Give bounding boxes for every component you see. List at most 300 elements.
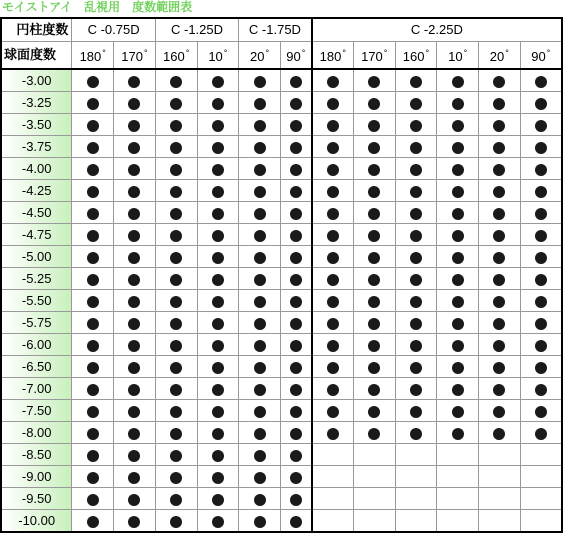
availability-cell — [437, 466, 479, 488]
available-dot-icon — [87, 472, 99, 484]
available-dot-icon — [493, 208, 505, 220]
availability-cell — [72, 466, 114, 488]
availability-cell — [353, 422, 395, 444]
availability-cell — [437, 488, 479, 510]
availability-cell — [72, 180, 114, 202]
available-dot-icon — [493, 98, 505, 110]
available-dot-icon — [535, 318, 547, 330]
availability-cell — [280, 69, 311, 92]
availability-cell — [520, 422, 562, 444]
available-dot-icon — [410, 384, 422, 396]
availability-cell — [197, 444, 239, 466]
availability-cell — [114, 356, 156, 378]
availability-cell — [239, 224, 281, 246]
sph-power-cell: -5.50 — [1, 290, 72, 312]
availability-cell — [478, 202, 520, 224]
availability-cell — [239, 69, 281, 92]
available-dot-icon — [212, 450, 224, 462]
available-dot-icon — [368, 362, 380, 374]
available-dot-icon — [368, 164, 380, 176]
table-row — [1, 202, 562, 224]
availability-cell — [114, 114, 156, 136]
availability-cell — [395, 400, 437, 422]
available-dot-icon — [493, 318, 505, 330]
cyl-group-header: C -1.75D — [239, 18, 312, 42]
available-dot-icon — [254, 494, 266, 506]
table-row — [1, 268, 562, 290]
availability-cell — [395, 510, 437, 533]
available-dot-icon — [410, 120, 422, 132]
available-dot-icon — [410, 186, 422, 198]
available-dot-icon — [493, 340, 505, 352]
availability-cell — [280, 268, 311, 290]
available-dot-icon — [327, 384, 339, 396]
available-dot-icon — [327, 230, 339, 242]
available-dot-icon — [212, 120, 224, 132]
availability-cell — [478, 444, 520, 466]
available-dot-icon — [368, 120, 380, 132]
available-dot-icon — [170, 296, 182, 308]
availability-cell — [72, 92, 114, 114]
sph-power-cell: -7.00 — [1, 378, 72, 400]
availability-cell — [239, 290, 281, 312]
availability-cell — [312, 422, 354, 444]
availability-cell — [72, 488, 114, 510]
axis-value: 20 — [250, 49, 265, 64]
available-dot-icon — [128, 450, 140, 462]
available-dot-icon — [212, 494, 224, 506]
availability-cell — [395, 488, 437, 510]
availability-cell — [437, 92, 479, 114]
availability-cell — [114, 466, 156, 488]
available-dot-icon — [535, 274, 547, 286]
availability-cell — [478, 466, 520, 488]
availability-cell — [155, 202, 197, 224]
availability-cell — [437, 356, 479, 378]
availability-cell — [239, 510, 281, 533]
available-dot-icon — [452, 208, 464, 220]
availability-cell — [197, 246, 239, 268]
degree-mark: ° — [505, 48, 509, 58]
axis-value: 90 — [286, 49, 301, 64]
availability-cell — [280, 400, 311, 422]
available-dot-icon — [254, 472, 266, 484]
availability-cell — [72, 246, 114, 268]
available-dot-icon — [170, 450, 182, 462]
available-dot-icon — [87, 230, 99, 242]
available-dot-icon — [290, 340, 302, 352]
sph-power-cell: -4.00 — [1, 158, 72, 180]
available-dot-icon — [535, 428, 547, 440]
available-dot-icon — [290, 186, 302, 198]
axis-value: 170 — [361, 49, 383, 64]
availability-cell — [312, 378, 354, 400]
available-dot-icon — [290, 362, 302, 374]
available-dot-icon — [452, 340, 464, 352]
availability-cell — [72, 290, 114, 312]
availability-cell — [520, 92, 562, 114]
availability-cell — [197, 224, 239, 246]
availability-cell — [437, 510, 479, 533]
available-dot-icon — [327, 120, 339, 132]
available-dot-icon — [452, 406, 464, 418]
available-dot-icon — [290, 428, 302, 440]
available-dot-icon — [128, 274, 140, 286]
availability-cell — [395, 69, 437, 92]
available-dot-icon — [410, 76, 422, 88]
availability-cell — [395, 268, 437, 290]
available-dot-icon — [290, 494, 302, 506]
available-dot-icon — [535, 230, 547, 242]
available-dot-icon — [254, 164, 266, 176]
available-dot-icon — [170, 362, 182, 374]
available-dot-icon — [327, 428, 339, 440]
available-dot-icon — [452, 384, 464, 396]
available-dot-icon — [87, 98, 99, 110]
table-row — [1, 422, 562, 444]
cyl-group-header: C -0.75D — [72, 18, 155, 42]
available-dot-icon — [290, 252, 302, 264]
available-dot-icon — [452, 186, 464, 198]
availability-cell — [114, 136, 156, 158]
availability-cell — [353, 290, 395, 312]
availability-cell — [478, 92, 520, 114]
available-dot-icon — [254, 296, 266, 308]
degree-mark: ° — [383, 48, 388, 58]
available-dot-icon — [254, 274, 266, 286]
available-dot-icon — [327, 98, 339, 110]
available-dot-icon — [212, 186, 224, 198]
axis-value: 160 — [402, 49, 425, 64]
availability-cell — [155, 246, 197, 268]
availability-cell — [114, 290, 156, 312]
cyl-group-header: C -2.25D — [312, 18, 562, 42]
availability-cell — [114, 158, 156, 180]
availability-cell — [437, 312, 479, 334]
available-dot-icon — [87, 450, 99, 462]
available-dot-icon — [254, 450, 266, 462]
available-dot-icon — [212, 296, 224, 308]
available-dot-icon — [128, 230, 140, 242]
available-dot-icon — [290, 384, 302, 396]
availability-cell — [280, 466, 311, 488]
available-dot-icon — [212, 362, 224, 374]
degree-mark: ° — [102, 48, 106, 58]
availability-cell — [239, 136, 281, 158]
availability-cell — [312, 510, 354, 533]
availability-cell — [72, 114, 114, 136]
availability-cell — [155, 92, 197, 114]
availability-cell — [520, 69, 562, 92]
sph-power-label: 球面度数 — [1, 42, 72, 70]
availability-cell — [353, 224, 395, 246]
availability-cell — [353, 136, 395, 158]
cyl-power-label: 円柱度数 — [1, 18, 72, 42]
availability-cell — [520, 510, 562, 533]
available-dot-icon — [327, 208, 339, 220]
available-dot-icon — [128, 494, 140, 506]
sph-power-cell: -3.00 — [1, 69, 72, 92]
availability-cell — [114, 224, 156, 246]
availability-cell — [478, 334, 520, 356]
availability-cell — [437, 69, 479, 92]
availability-cell — [395, 92, 437, 114]
availability-cell — [280, 488, 311, 510]
availability-cell — [114, 69, 156, 92]
available-dot-icon — [128, 428, 140, 440]
available-dot-icon — [368, 274, 380, 286]
degree-mark: ° — [143, 48, 148, 58]
availability-cell — [478, 312, 520, 334]
availability-cell — [114, 488, 156, 510]
sph-power-cell: -9.50 — [1, 488, 72, 510]
sph-power-cell: -5.00 — [1, 246, 72, 268]
availability-cell — [395, 356, 437, 378]
availability-cell — [395, 158, 437, 180]
availability-cell — [239, 180, 281, 202]
availability-cell — [197, 290, 239, 312]
availability-cell — [239, 488, 281, 510]
table-row — [1, 69, 562, 92]
power-range-table — [0, 17, 563, 533]
axis-value: 180 — [319, 49, 342, 64]
availability-cell — [197, 400, 239, 422]
available-dot-icon — [535, 208, 547, 220]
availability-cell — [239, 400, 281, 422]
available-dot-icon — [170, 230, 182, 242]
available-dot-icon — [87, 318, 99, 330]
availability-cell — [478, 246, 520, 268]
available-dot-icon — [128, 362, 140, 374]
availability-cell — [72, 224, 114, 246]
available-dot-icon — [170, 318, 182, 330]
availability-cell — [197, 422, 239, 444]
availability-cell — [478, 510, 520, 533]
axis-header — [72, 42, 114, 70]
availability-cell — [478, 488, 520, 510]
available-dot-icon — [170, 428, 182, 440]
availability-cell — [72, 378, 114, 400]
availability-cell — [437, 444, 479, 466]
cyl-group-header: C -1.25D — [155, 18, 238, 42]
available-dot-icon — [290, 296, 302, 308]
availability-cell — [114, 246, 156, 268]
sph-power-cell: -5.25 — [1, 268, 72, 290]
availability-cell — [353, 180, 395, 202]
sph-power-cell: -3.25 — [1, 92, 72, 114]
sph-power-cell: -5.75 — [1, 312, 72, 334]
availability-cell — [197, 356, 239, 378]
degree-mark: ° — [342, 48, 346, 58]
available-dot-icon — [170, 164, 182, 176]
available-dot-icon — [170, 186, 182, 198]
degree-mark: ° — [185, 48, 190, 58]
availability-cell — [114, 444, 156, 466]
availability-cell — [478, 224, 520, 246]
availability-cell — [280, 290, 311, 312]
available-dot-icon — [87, 76, 99, 88]
availability-cell — [312, 136, 354, 158]
available-dot-icon — [170, 516, 182, 528]
availability-cell — [395, 224, 437, 246]
available-dot-icon — [212, 76, 224, 88]
availability-cell — [239, 422, 281, 444]
availability-cell — [239, 334, 281, 356]
availability-cell — [395, 246, 437, 268]
table-row — [1, 488, 562, 510]
available-dot-icon — [493, 120, 505, 132]
available-dot-icon — [368, 230, 380, 242]
degree-mark: ° — [265, 48, 270, 58]
available-dot-icon — [452, 362, 464, 374]
availability-cell — [280, 378, 311, 400]
available-dot-icon — [452, 164, 464, 176]
availability-cell — [72, 69, 114, 92]
available-dot-icon — [87, 186, 99, 198]
available-dot-icon — [452, 274, 464, 286]
availability-cell — [312, 356, 354, 378]
availability-cell — [72, 268, 114, 290]
availability-cell — [239, 202, 281, 224]
availability-cell — [437, 114, 479, 136]
availability-cell — [197, 312, 239, 334]
availability-cell — [353, 488, 395, 510]
available-dot-icon — [327, 362, 339, 374]
availability-cell — [280, 202, 311, 224]
available-dot-icon — [212, 340, 224, 352]
available-dot-icon — [170, 208, 182, 220]
availability-cell — [280, 92, 311, 114]
available-dot-icon — [410, 252, 422, 264]
available-dot-icon — [452, 296, 464, 308]
available-dot-icon — [128, 120, 140, 132]
table-row — [1, 466, 562, 488]
availability-cell — [239, 356, 281, 378]
available-dot-icon — [535, 142, 547, 154]
available-dot-icon — [368, 252, 380, 264]
availability-cell — [520, 180, 562, 202]
availability-cell — [155, 224, 197, 246]
availability-cell — [395, 422, 437, 444]
availability-cell — [312, 202, 354, 224]
available-dot-icon — [493, 252, 505, 264]
availability-cell — [197, 488, 239, 510]
available-dot-icon — [452, 142, 464, 154]
available-dot-icon — [327, 274, 339, 286]
availability-cell — [478, 356, 520, 378]
availability-cell — [197, 158, 239, 180]
availability-cell — [520, 488, 562, 510]
availability-cell — [155, 378, 197, 400]
availability-cell — [280, 158, 311, 180]
availability-cell — [312, 180, 354, 202]
availability-cell — [395, 334, 437, 356]
axis-header — [478, 42, 520, 70]
available-dot-icon — [212, 164, 224, 176]
availability-cell — [239, 246, 281, 268]
available-dot-icon — [212, 428, 224, 440]
availability-cell — [353, 356, 395, 378]
availability-cell — [72, 136, 114, 158]
availability-cell — [353, 114, 395, 136]
available-dot-icon — [452, 230, 464, 242]
availability-cell — [478, 136, 520, 158]
degree-mark: ° — [301, 48, 306, 58]
available-dot-icon — [535, 164, 547, 176]
available-dot-icon — [290, 274, 302, 286]
availability-cell — [353, 510, 395, 533]
available-dot-icon — [254, 186, 266, 198]
availability-cell — [353, 400, 395, 422]
availability-cell — [520, 224, 562, 246]
available-dot-icon — [368, 186, 380, 198]
available-dot-icon — [170, 472, 182, 484]
available-dot-icon — [212, 142, 224, 154]
availability-cell — [353, 334, 395, 356]
available-dot-icon — [535, 296, 547, 308]
availability-cell — [280, 114, 311, 136]
availability-cell — [312, 444, 354, 466]
available-dot-icon — [254, 318, 266, 330]
available-dot-icon — [493, 406, 505, 418]
available-dot-icon — [410, 318, 422, 330]
available-dot-icon — [128, 516, 140, 528]
available-dot-icon — [254, 208, 266, 220]
availability-cell — [520, 136, 562, 158]
availability-cell — [197, 268, 239, 290]
available-dot-icon — [128, 406, 140, 418]
axis-value: 10 — [448, 49, 463, 64]
availability-cell — [155, 466, 197, 488]
axis-value: 180 — [79, 49, 102, 64]
available-dot-icon — [170, 252, 182, 264]
availability-cell — [155, 290, 197, 312]
available-dot-icon — [254, 384, 266, 396]
available-dot-icon — [493, 362, 505, 374]
availability-cell — [312, 488, 354, 510]
availability-cell — [353, 158, 395, 180]
sph-power-cell: -6.00 — [1, 334, 72, 356]
availability-cell — [520, 400, 562, 422]
available-dot-icon — [452, 98, 464, 110]
table-row — [1, 246, 562, 268]
available-dot-icon — [327, 164, 339, 176]
available-dot-icon — [128, 340, 140, 352]
available-dot-icon — [327, 252, 339, 264]
availability-cell — [520, 290, 562, 312]
table-row — [1, 158, 562, 180]
available-dot-icon — [368, 428, 380, 440]
available-dot-icon — [87, 494, 99, 506]
available-dot-icon — [493, 296, 505, 308]
availability-cell — [312, 69, 354, 92]
availability-cell — [395, 378, 437, 400]
available-dot-icon — [410, 164, 422, 176]
availability-cell — [72, 356, 114, 378]
available-dot-icon — [368, 296, 380, 308]
sph-power-cell: -4.25 — [1, 180, 72, 202]
available-dot-icon — [170, 340, 182, 352]
available-dot-icon — [410, 142, 422, 154]
axis-header — [395, 42, 437, 70]
availability-cell — [197, 466, 239, 488]
available-dot-icon — [290, 142, 302, 154]
availability-cell — [353, 312, 395, 334]
availability-cell — [155, 444, 197, 466]
availability-cell — [114, 202, 156, 224]
available-dot-icon — [128, 472, 140, 484]
availability-cell — [520, 378, 562, 400]
